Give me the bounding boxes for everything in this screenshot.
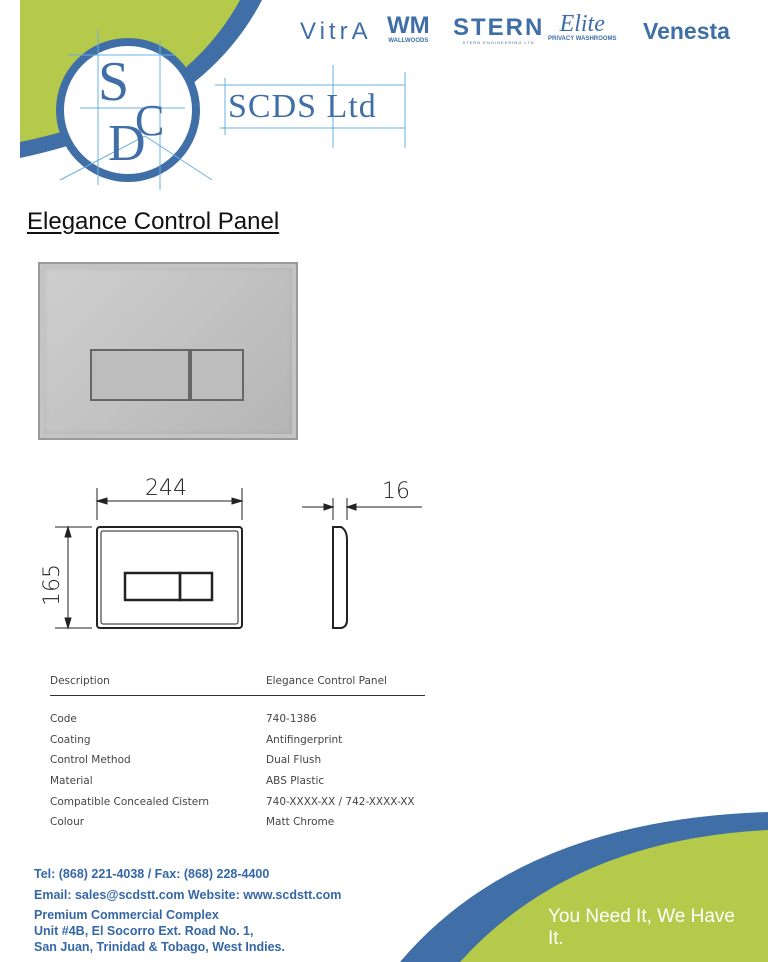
product-photo bbox=[38, 262, 298, 440]
dim-width: 244 bbox=[145, 476, 187, 501]
brand-wallwoods-sub: WALLWOODS bbox=[388, 38, 429, 44]
brand-venesta: Venesta bbox=[643, 18, 730, 44]
brand-wallwoods bbox=[387, 14, 430, 44]
spec-label: Material bbox=[50, 775, 93, 787]
spec-value: Matt Chrome bbox=[266, 816, 335, 828]
svg-text:C: C bbox=[135, 96, 165, 145]
technical-drawing bbox=[30, 470, 430, 640]
brand-stern-mark: STERN bbox=[453, 14, 545, 41]
svg-text:D: D bbox=[108, 115, 146, 172]
brand-elite bbox=[548, 12, 616, 42]
spec-header-value: Elegance Control Panel bbox=[266, 675, 387, 687]
spec-value: ABS Plastic bbox=[266, 775, 325, 787]
spec-divider bbox=[50, 695, 425, 696]
spec-label: Code bbox=[50, 713, 77, 725]
brand-vitra: VitrA bbox=[300, 18, 372, 45]
brand-wallwoods-mark: WM bbox=[387, 12, 430, 39]
spec-label: Control Method bbox=[50, 754, 131, 766]
spec-value: Dual Flush bbox=[266, 754, 322, 766]
spec-value: Antifingerprint bbox=[266, 734, 343, 746]
dim-depth: 16 bbox=[382, 479, 410, 504]
spec-header-label: Description bbox=[50, 675, 110, 687]
contact-address-1: Premium Commercial Complex bbox=[34, 908, 219, 922]
contact-phone: Tel: (868) 221-4038 / Fax: (868) 228-4400 bbox=[34, 867, 270, 881]
spec-label: Colour bbox=[50, 816, 85, 828]
brand-elite-mark: Elite bbox=[559, 11, 605, 37]
page-title: Elegance Control Panel bbox=[27, 208, 280, 235]
brand-stern bbox=[453, 16, 544, 45]
seal-letters: S bbox=[98, 51, 130, 113]
spec-value: 740-1386 bbox=[266, 713, 317, 725]
spec-label: Compatible Concealed Cistern bbox=[50, 796, 210, 808]
flush-button-small bbox=[190, 349, 244, 401]
brand-elite-sub: PRIVACY WASHROOMS bbox=[548, 36, 617, 42]
slogan: You Need It, We Have It. bbox=[548, 906, 735, 949]
flush-button-large bbox=[90, 349, 190, 401]
spec-value: 740-XXXX-XX / 742-XXXX-XX bbox=[266, 796, 415, 808]
contact-address-2: Unit #4B, El Socorro Ext. Road No. 1, bbox=[34, 924, 254, 938]
contact-address-3: San Juan, Trinidad & Tobago, West Indies. bbox=[34, 940, 285, 954]
brand-stern-sub: STERN ENGINEERING LTD bbox=[462, 40, 535, 45]
dim-height: 165 bbox=[40, 564, 65, 606]
contact-email: Email: sales@scdstt.com Website: www.scdstt.com bbox=[34, 888, 342, 902]
company-logo-text: SCDS Ltd bbox=[228, 88, 377, 125]
spec-label: Coating bbox=[50, 734, 91, 746]
